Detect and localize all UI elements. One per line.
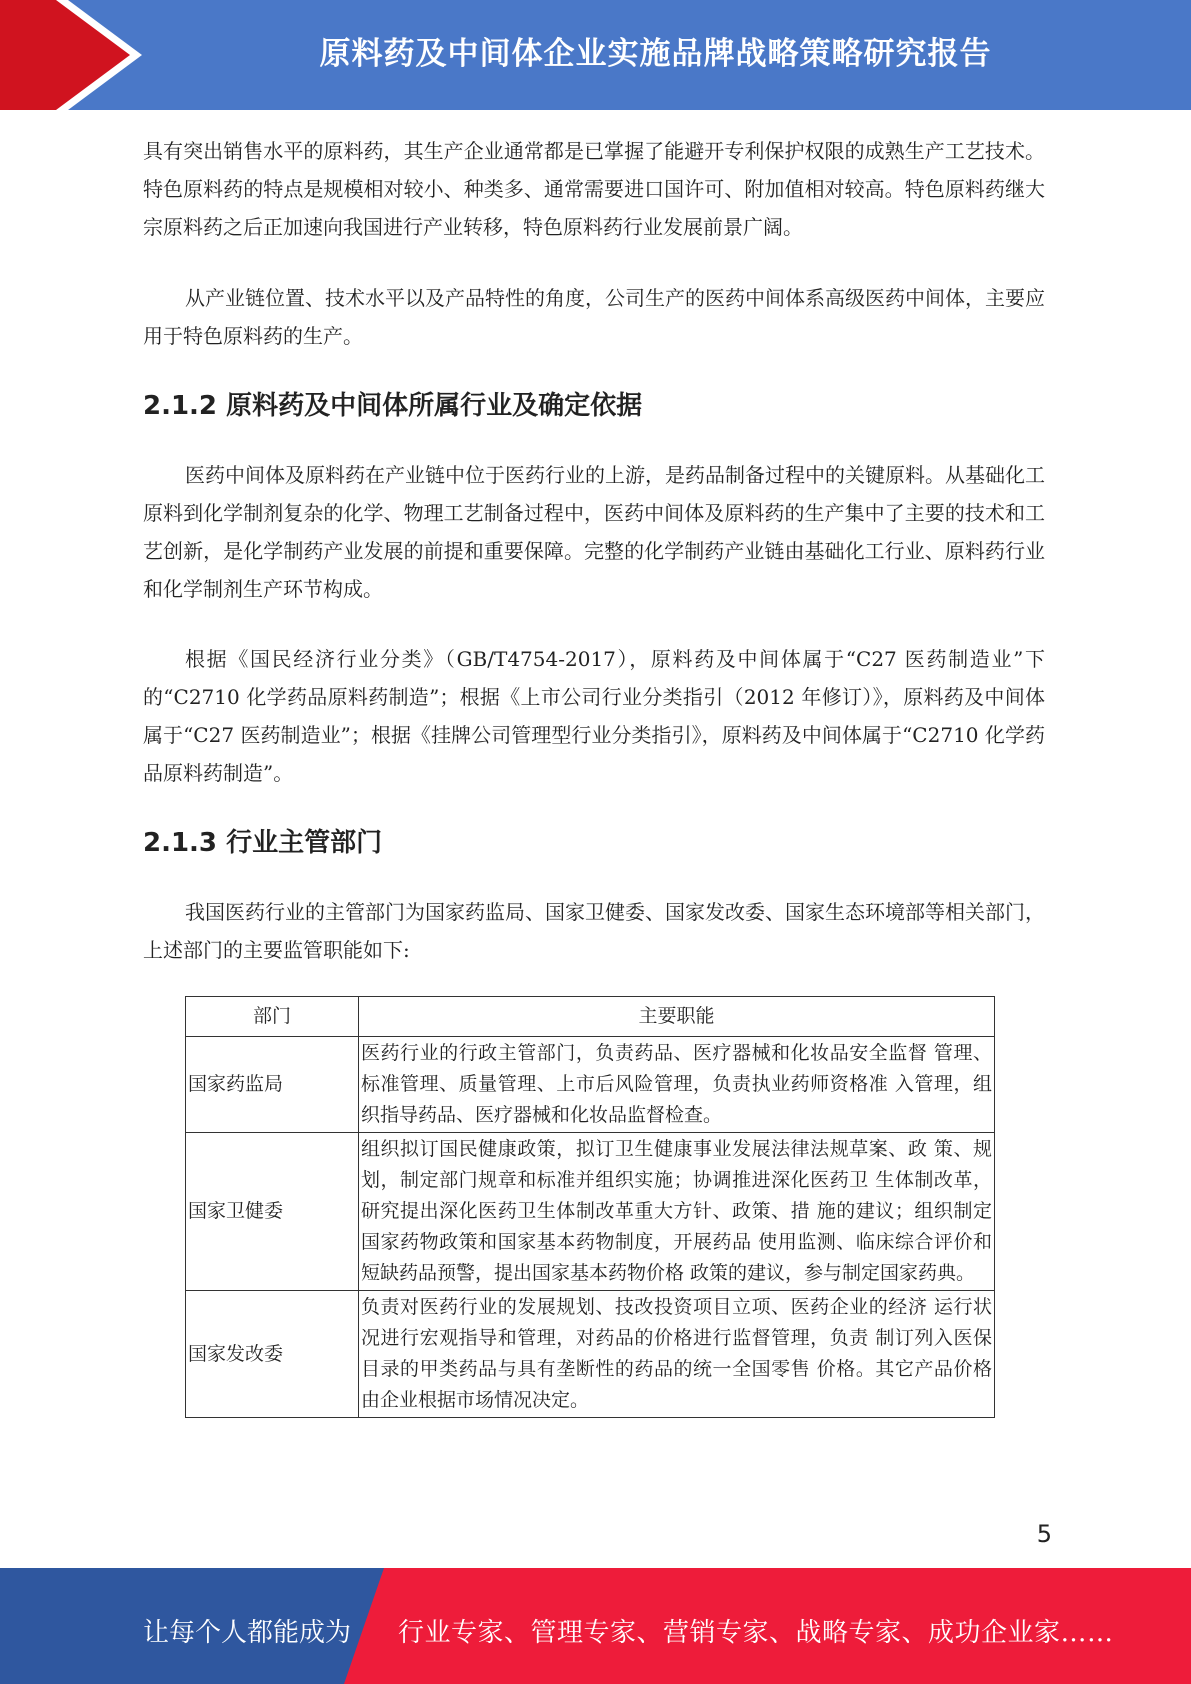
table-cell-dept: 国家卫健委 xyxy=(186,1133,359,1291)
table-row xyxy=(186,1133,995,1291)
paragraph-regulators: 我国医药行业的主管部门为国家药监局、国家卫健委、国家发改委、国家生态环境部等相关部门，上述部门的主要监管职能如下: xyxy=(143,900,1045,962)
paragraph-company-position: 从产业链位置、技术水平以及产品特性的角度，公司生产的医药中间体系高级医药中间体，主要应用于特色原料药的生产。 xyxy=(143,286,1045,348)
paragraph-api-intro: 具有突出销售水平的原料药，其生产企业通常都是已掌握了能避开专利保护权限的成熟生产工艺技术。特色原料药的特点是规模相对较小、种类多、通常需要进口国许可、附加值相对较高。特色原料药继大宗原料药之后正加速向我国进行产业转移，特色原料药行业发展前景广阔。 xyxy=(143,139,1045,239)
table-header-dept: 部门 xyxy=(186,997,359,1037)
header-banner xyxy=(0,0,1191,110)
table-cell-dept: 国家发改委 xyxy=(186,1291,359,1418)
regulator-duties-table xyxy=(185,996,995,1418)
table-row xyxy=(186,1291,995,1418)
table-header-row xyxy=(186,997,995,1037)
table-cell-duty: 医药行业的行政主管部门，负责药品、医疗器械和化妆品安全监督 管理、标准管理、质量管理、上市后风险管理，负责执业药师资格准 入管理，组织指导药品、医疗器械和化妆品监督检查。 xyxy=(359,1037,995,1133)
paragraph-classification: 根据《国民经济行业分类》（GB/T4754-2017），原料药及中间体属于“C27 医药制造业”下的“C2710 化学药品原料药制造”；根据《上市公司行业分类指引（2012 年修订）》，原料药及中间体属于“C27 医药制造业”；根据《挂牌公司管理型行业分类指引》，原料药及中间体属于“C2710 化学药品原料药制造”。 xyxy=(143,647,1045,785)
table-header-duty: 主要职能 xyxy=(359,997,995,1037)
paragraph-industry-chain: 医药中间体及原料药在产业链中位于医药行业的上游，是药品制备过程中的关键原料。从基础化工原料到化学制剂复杂的化学、物理工艺制备过程中，医药中间体及原料药的生产集中了主要的技术和工艺创新，是化学制药产业发展的前提和重要保障。完整的化学制药产业链由基础化工行业、原料药行业和化学制剂生产环节构成。 xyxy=(143,463,1045,601)
report-title: 原料药及中间体企业实施品牌战略策略研究报告 xyxy=(319,36,992,72)
footer-slogan-right: 行业专家、管理专家、营销专家、战略专家、成功企业家…… xyxy=(398,1618,1114,1648)
table-row xyxy=(186,1037,995,1133)
table-cell-duty: 负责对医药行业的发展规划、技改投资项目立项、医药企业的经济 运行状况进行宏观指导和管理，对药品的价格进行监督管理，负责 制订列入医保目录的甲类药品与具有垄断性的药品的统一全国零售 价格。其它产品价格由企业根据市场情况决定。 xyxy=(359,1291,995,1418)
table-cell-dept: 国家药监局 xyxy=(186,1037,359,1133)
section-heading-2-1-3: 2.1.3 行业主管部门 xyxy=(143,828,383,858)
table-cell-duty: 组织拟订国民健康政策，拟订卫生健康事业发展法律法规草案、政 策、规划，制定部门规章和标准并组织实施；协调推进深化医药卫 生体制改革，研究提出深化医药卫生体制改革重大方针、政策、措 施的建议；组织制定国家药物政策和国家基本药物制度，开展药品 使用监测、临床综合评价和短缺药品预警，提出国家基本药物价格 政策的建议，参与制定国家药典。 xyxy=(359,1133,995,1291)
header-arrow-decoration xyxy=(0,0,160,110)
section-heading-2-1-2: 2.1.2 原料药及中间体所属行业及确定依据 xyxy=(143,391,643,421)
footer-slogan-left: 让每个人都能成为 xyxy=(143,1618,352,1648)
footer-banner xyxy=(0,1568,1191,1684)
page-number: 5 xyxy=(1036,1520,1052,1548)
